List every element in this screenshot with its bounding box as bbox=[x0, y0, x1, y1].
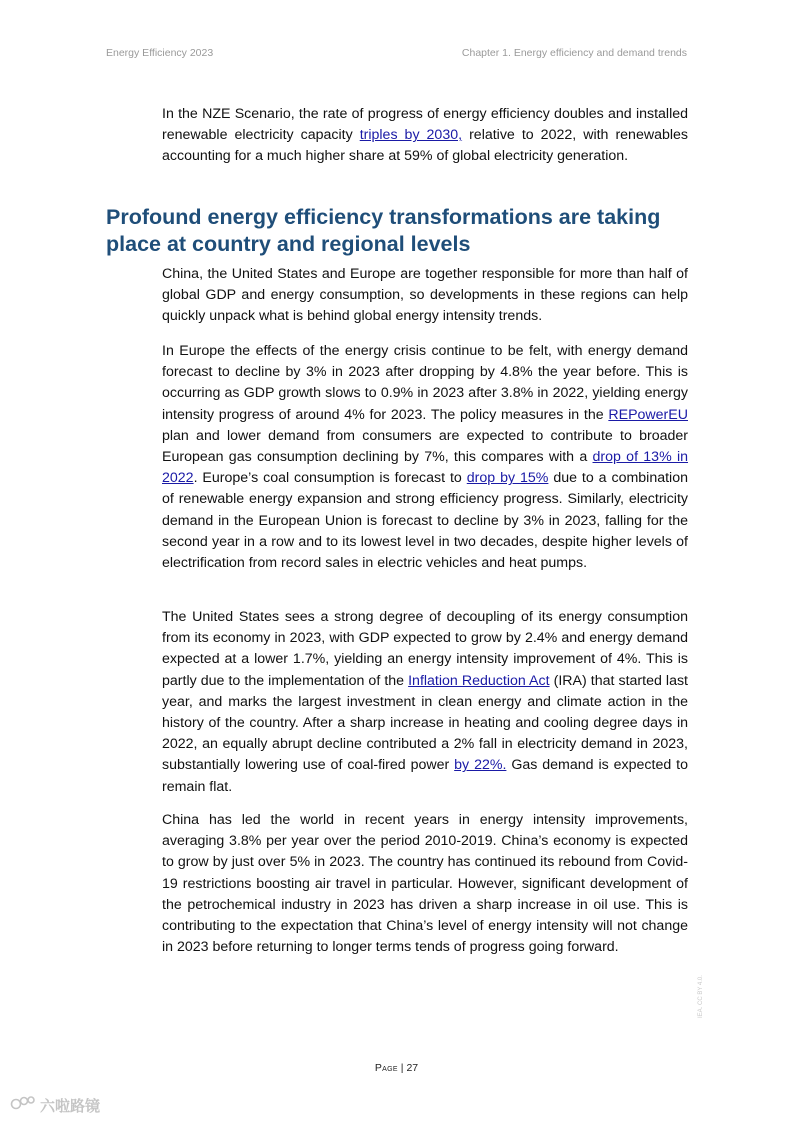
watermark-text: 六啦路镜 bbox=[40, 1097, 101, 1115]
hand-wave-logo-icon bbox=[10, 1094, 36, 1116]
united-states-paragraph bbox=[162, 607, 688, 798]
europe-paragraph bbox=[162, 341, 688, 574]
text-run: Gas demand is expected to remain flat. bbox=[162, 757, 688, 795]
text-run: (IRA) that started last year, and marks the largest investment in clean energy and climate action in the history of the country. After a sharp increase in heating and cooling degree days in 2022, an equally abrupt decline contributed a 2% fall in electricity demand in 2023, substantially lowering use of coal-fired power bbox=[162, 672, 688, 774]
overview-paragraph: China, the United States and Europe are together responsible for more than half of global GDP and energy consumption, so developments in these regions can help quickly unpack what is behind global energy intensity trends. bbox=[162, 266, 688, 325]
page-label: Page bbox=[374, 1062, 398, 1074]
china-paragraph: China has led the world in recent years in energy intensity improvements, averaging 3.8% per year over the period 2010-2019. China’s economy is expected to grow by just over 5% in 2023. The country has continued its rebound from Covid-19 restrictions boosting air travel in particular. However, significant development of the petrochemical industry in 2023 has driven a sharp increase in oil use. This is contributing to the expectation that China’s level of energy intensity will not change in 2023 before returning to longer terms tends of progress going forward. bbox=[162, 812, 688, 956]
section-heading: Profound energy efficiency transformations are taking place at country and regional levels bbox=[106, 205, 661, 256]
running-header-left: Energy Efficiency 2023 bbox=[106, 47, 214, 59]
text-run: The United States sees a strong degree of decoupling of its energy consumption from its economy in 2023, with GDP expected to grow by 2.4% and energy demand expected at a lower 1.7%, yielding an energy intensity improvement of 4%. This is partly due to the implementation of the bbox=[162, 609, 688, 689]
page-separator: | bbox=[397, 1062, 407, 1074]
text-run: In the NZE Scenario, the rate of progress of energy efficiency doubles and installed renewable electricity capacity bbox=[162, 106, 688, 144]
link-triples-by-2030[interactable]: triples by 2030, bbox=[359, 127, 463, 144]
link-drop-13-percent-2022[interactable]: drop of 13% in 2022 bbox=[162, 449, 689, 487]
watermark bbox=[10, 1094, 100, 1116]
text-run: relative to 2022, with renewables accounting for a much higher share at 59% of global electricity generation. bbox=[162, 127, 688, 165]
running-header-right: Chapter 1. Energy efficiency and demand trends bbox=[461, 47, 687, 59]
text-run: plan and lower demand from consumers are expected to contribute to broader European gas consumption declining by 7%, this compares with a bbox=[162, 427, 688, 466]
link-inflation-reduction-act[interactable]: Inflation Reduction Act bbox=[408, 672, 550, 689]
intro-paragraph bbox=[162, 104, 688, 168]
text-run: due to a combination of renewable energy expansion and strong efficiency progress. Similarly, electricity demand in the European Union is forecast to decline by 3% in 2023, falling for the second year in a row and to its lowest level in two decades, despite higher levels of electrification from record sales in electric vehicles and heat pumps. bbox=[162, 470, 688, 572]
text-run: In Europe the effects of the energy crisis continue to be felt, with energy demand forecast to decline by 3% in 2023 after dropping by 4.8% the year before. This is occurring as GDP growth slows to 0.9% in 2023 after 3.8% in 2022, yielding energy intensity progress of around 4% for 2023. The policy measures in the bbox=[162, 343, 688, 423]
text-run: . Europe’s coal consumption is forecast to bbox=[193, 470, 467, 487]
link-by-22-percent[interactable]: by 22%. bbox=[454, 757, 507, 774]
link-drop-by-15-percent[interactable]: drop by 15% bbox=[466, 470, 549, 487]
page-number: 27 bbox=[406, 1062, 419, 1074]
license-notice: IEA. CC BY 4.0. bbox=[698, 975, 704, 1018]
page-footer bbox=[0, 1062, 793, 1074]
link-repowereu[interactable]: REPowerEU bbox=[608, 406, 688, 423]
